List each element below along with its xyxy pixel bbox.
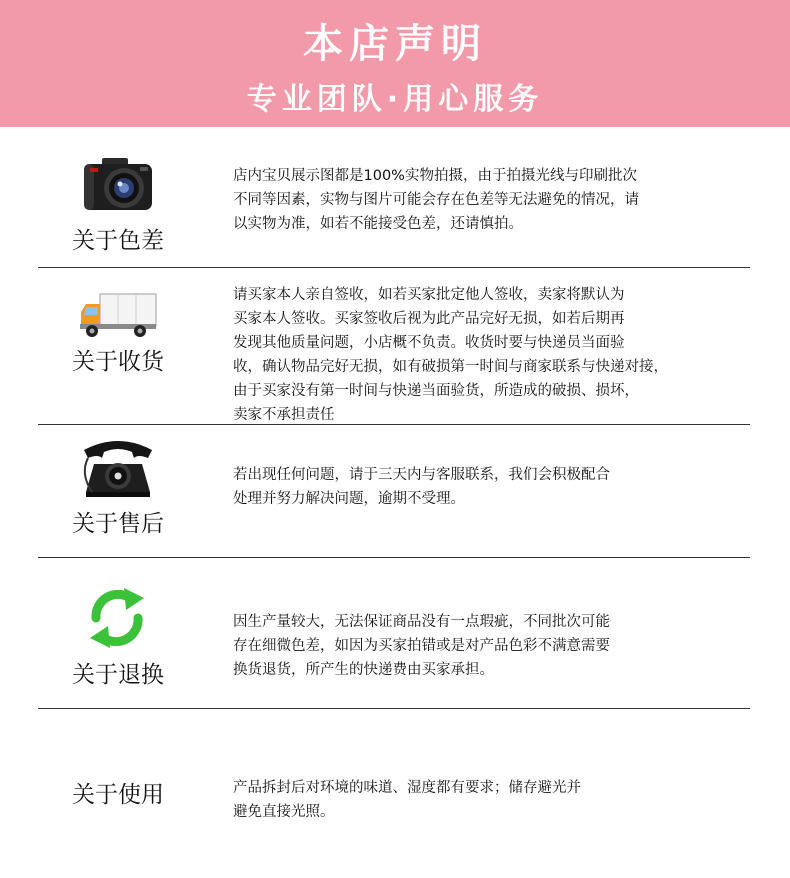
desc-line: 收，确认物品完好无损，如有破损第一时间与商家联系与快递对接， xyxy=(233,359,668,375)
desc-color-difference xyxy=(233,164,753,236)
desc-line: 产品拆封后对环境的味道、湿度都有要求；储存避光并 xyxy=(233,780,581,796)
telephone-icon xyxy=(78,434,158,500)
label-receiving: 关于收货 xyxy=(72,349,164,375)
label-after-sales: 关于售后 xyxy=(72,511,164,537)
desc-line: 存在细微色差，如因为买家拍错或是对产品色彩不满意需要 xyxy=(233,638,610,654)
delivery-truck-icon xyxy=(78,290,160,340)
desc-after-sales xyxy=(233,463,753,511)
desc-line: 若出现任何问题，请于三天内与客服联系，我们会积极配合 xyxy=(233,467,610,483)
desc-line: 以实物为准，如若不能接受色差，还请慎拍。 xyxy=(233,216,523,232)
desc-returns xyxy=(233,610,753,682)
label-usage: 关于使用 xyxy=(72,782,164,808)
desc-line: 因生产量较大，无法保证商品没有一点瑕疵，不同批次可能 xyxy=(233,614,610,630)
header-banner xyxy=(0,0,790,127)
label-color-difference: 关于色差 xyxy=(72,228,164,254)
desc-line: 买家本人签收。买家签收后视为此产品完好无损，如若后期再 xyxy=(233,311,625,327)
desc-line: 发现其他质量问题，小店概不负责。收货时要与快递员当面验 xyxy=(233,335,625,351)
refresh-arrows-icon xyxy=(86,588,148,648)
section-divider xyxy=(38,267,750,268)
desc-line: 请买家本人亲自签收，如若买家批定他人签收，卖家将默认为 xyxy=(233,287,625,303)
camera-icon xyxy=(80,156,156,214)
desc-line: 店内宝贝展示图都是100%实物拍摄，由于拍摄光线与印刷批次 xyxy=(233,168,637,184)
section-divider xyxy=(38,708,750,709)
desc-line: 不同等因素，实物与图片可能会存在色差等无法避免的情况，请 xyxy=(233,192,639,208)
desc-line: 由于买家没有第一时间与快递当面验货，所造成的破损、损坏， xyxy=(233,383,639,399)
section-divider xyxy=(38,557,750,558)
desc-line: 避免直接光照。 xyxy=(233,804,335,820)
desc-usage xyxy=(233,776,753,824)
section-divider xyxy=(38,424,750,425)
desc-line: 卖家不承担责任 xyxy=(233,407,335,423)
label-returns: 关于退换 xyxy=(72,662,164,688)
desc-receiving xyxy=(233,283,753,427)
desc-line: 处理并努力解决问题，逾期不受理。 xyxy=(233,491,465,507)
desc-line: 换货退货，所产生的快递费由买家承担。 xyxy=(233,662,494,678)
banner-subtitle: 专业团队·用心服务 xyxy=(246,82,544,117)
banner-title: 本店声明 xyxy=(303,21,487,67)
